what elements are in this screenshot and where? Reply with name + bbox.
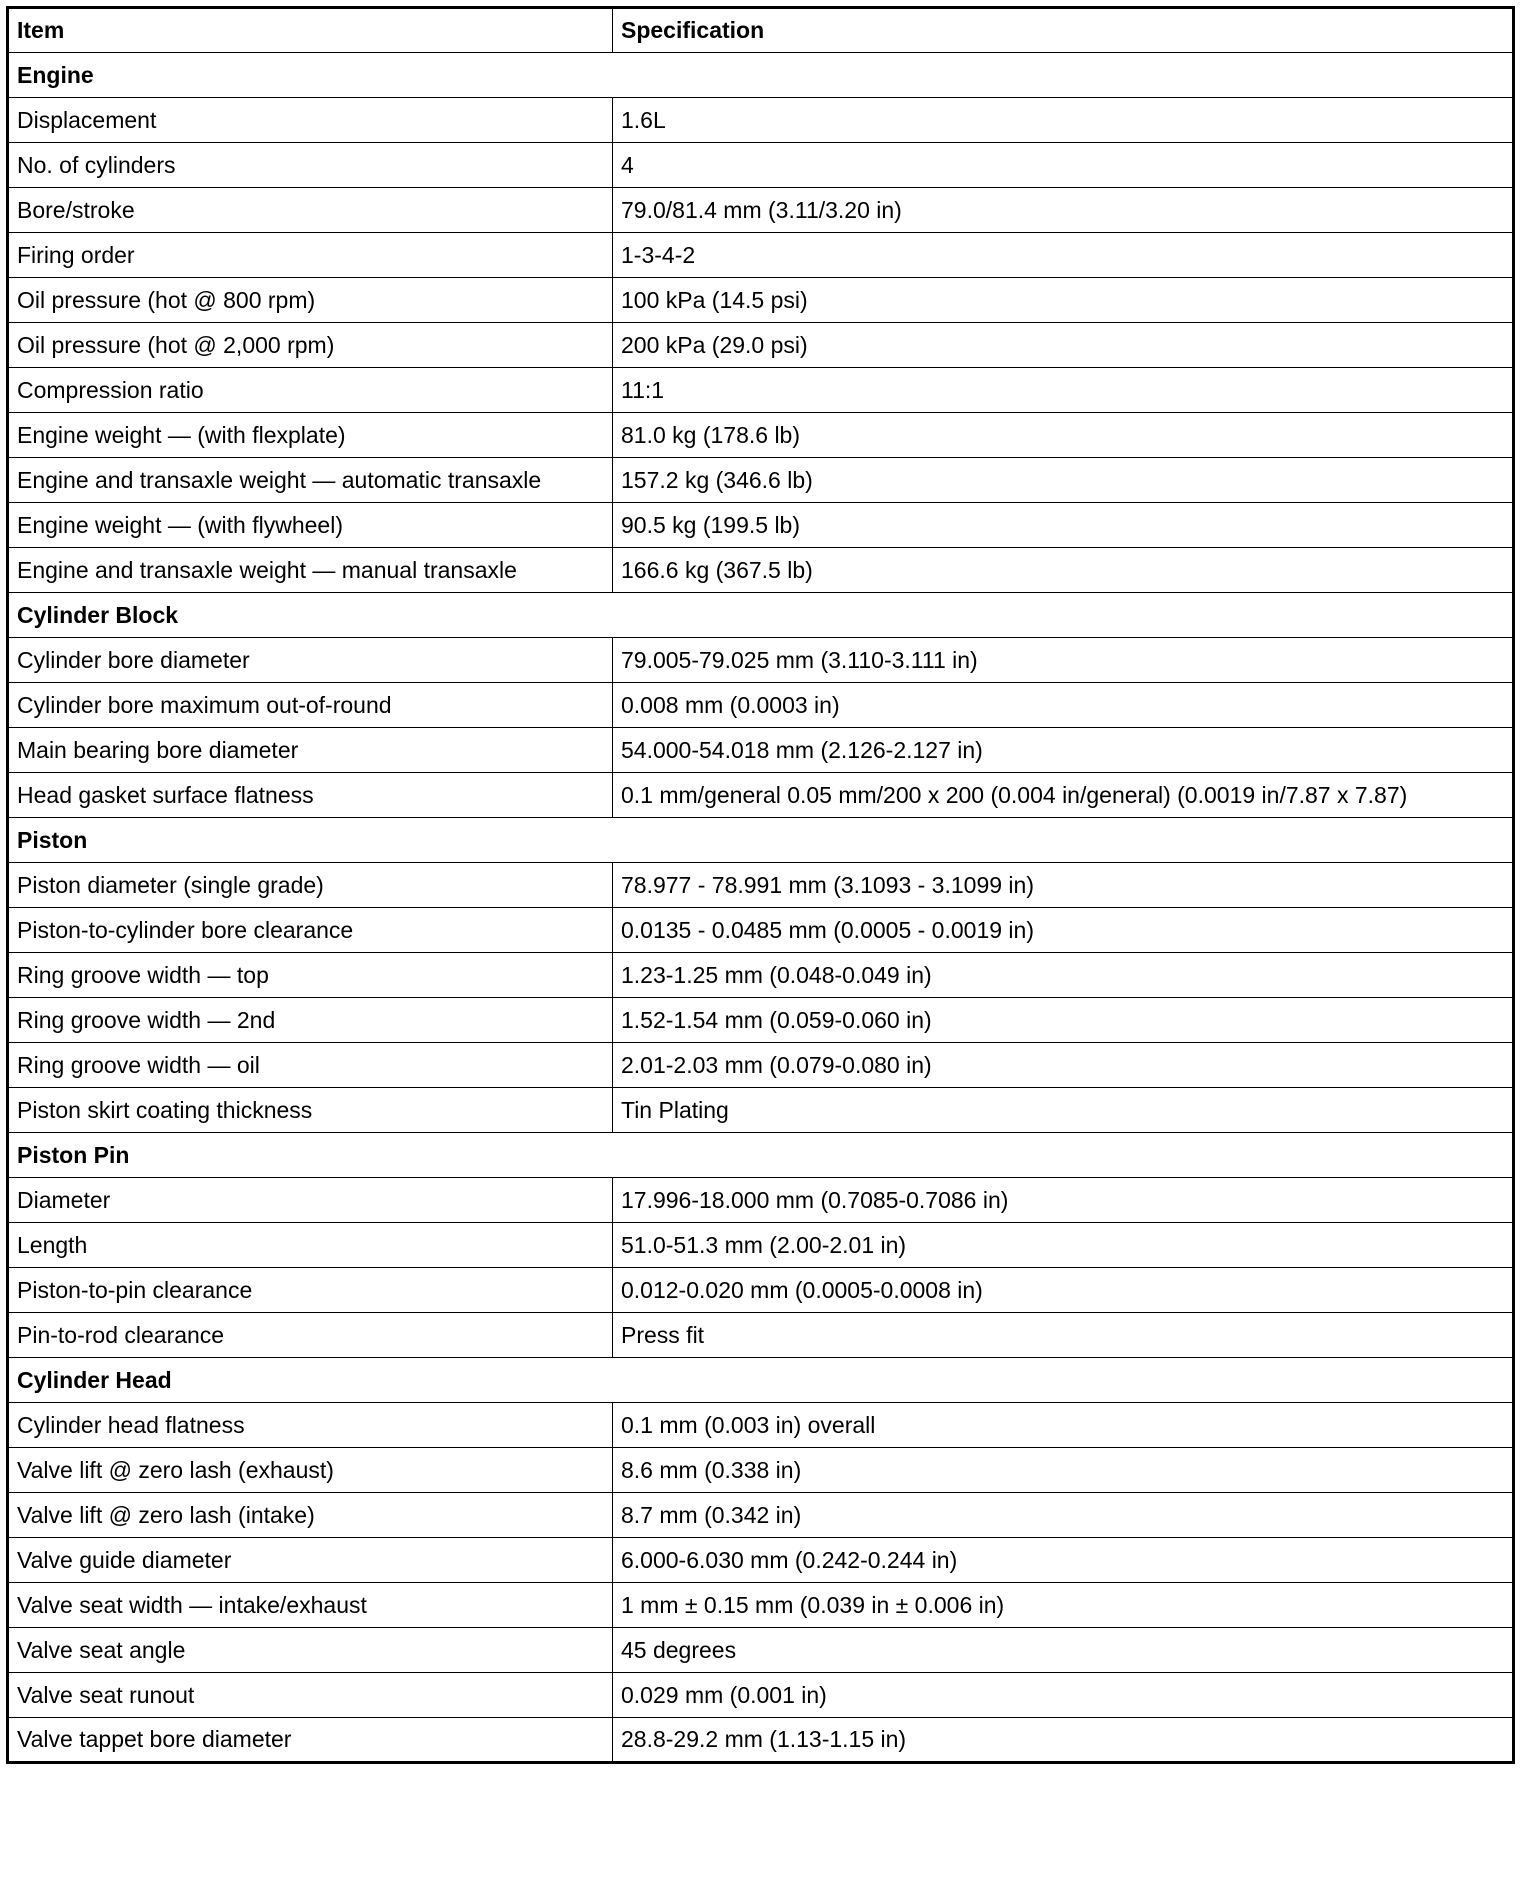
table-row <box>8 1673 1514 1718</box>
table-row <box>8 143 1514 188</box>
specification-cell: 157.2 kg (346.6 lb) <box>613 458 1514 503</box>
item-cell: Main bearing bore diameter <box>8 728 613 773</box>
section-title: Cylinder Block <box>8 593 1514 638</box>
column-header-item: Item <box>8 8 613 53</box>
specification-cell: 100 kPa (14.5 psi) <box>613 278 1514 323</box>
specification-cell: 11:1 <box>613 368 1514 413</box>
item-cell: Pin-to-rod clearance <box>8 1313 613 1358</box>
spec-table <box>6 6 1515 1764</box>
specification-cell: 79.005-79.025 mm (3.110-3.111 in) <box>613 638 1514 683</box>
table-row <box>8 863 1514 908</box>
item-cell: Ring groove width — oil <box>8 1043 613 1088</box>
table-row <box>8 368 1514 413</box>
specification-cell: 0.1 mm (0.003 in) overall <box>613 1403 1514 1448</box>
table-row <box>8 233 1514 278</box>
table-row <box>8 323 1514 368</box>
specification-cell: 8.7 mm (0.342 in) <box>613 1493 1514 1538</box>
item-cell: Engine and transaxle weight — manual transaxle <box>8 548 613 593</box>
table-row <box>8 1223 1514 1268</box>
specification-cell: 51.0-51.3 mm (2.00-2.01 in) <box>613 1223 1514 1268</box>
specification-cell: 1.52-1.54 mm (0.059-0.060 in) <box>613 998 1514 1043</box>
specification-cell: 4 <box>613 143 1514 188</box>
header-row <box>8 8 1514 53</box>
table-row <box>8 548 1514 593</box>
item-cell: Engine weight — (with flexplate) <box>8 413 613 458</box>
specification-cell: 0.008 mm (0.0003 in) <box>613 683 1514 728</box>
item-cell: Piston-to-pin clearance <box>8 1268 613 1313</box>
item-cell: Length <box>8 1223 613 1268</box>
table-row <box>8 908 1514 953</box>
table-row <box>8 1043 1514 1088</box>
specification-cell: 0.029 mm (0.001 in) <box>613 1673 1514 1718</box>
table-row <box>8 1718 1514 1763</box>
table-row <box>8 458 1514 503</box>
table-row <box>8 1178 1514 1223</box>
specification-cell: 1-3-4-2 <box>613 233 1514 278</box>
table-row <box>8 638 1514 683</box>
item-cell: Valve lift @ zero lash (exhaust) <box>8 1448 613 1493</box>
item-cell: Valve seat angle <box>8 1628 613 1673</box>
item-cell: Bore/stroke <box>8 188 613 233</box>
item-cell: Cylinder bore maximum out-of-round <box>8 683 613 728</box>
section-header-row <box>8 53 1514 98</box>
table-header <box>8 8 1514 53</box>
item-cell: Head gasket surface flatness <box>8 773 613 818</box>
table-body <box>8 53 1514 1763</box>
table-row <box>8 1493 1514 1538</box>
item-cell: Compression ratio <box>8 368 613 413</box>
specification-cell: 0.012-0.020 mm (0.0005-0.0008 in) <box>613 1268 1514 1313</box>
section-header-row <box>8 1358 1514 1403</box>
item-cell: Oil pressure (hot @ 2,000 rpm) <box>8 323 613 368</box>
table-row <box>8 1313 1514 1358</box>
item-cell: Valve guide diameter <box>8 1538 613 1583</box>
item-cell: Cylinder head flatness <box>8 1403 613 1448</box>
section-title: Cylinder Head <box>8 1358 1514 1403</box>
item-cell: Diameter <box>8 1178 613 1223</box>
specification-cell: 6.000-6.030 mm (0.242-0.244 in) <box>613 1538 1514 1583</box>
table-row <box>8 773 1514 818</box>
item-cell: Oil pressure (hot @ 800 rpm) <box>8 278 613 323</box>
section-title: Engine <box>8 53 1514 98</box>
item-cell: Ring groove width — 2nd <box>8 998 613 1043</box>
specification-cell: 0.1 mm/general 0.05 mm/200 x 200 (0.004 in/general) (0.0019 in/7.87 x 7.87) <box>613 773 1514 818</box>
section-title: Piston Pin <box>8 1133 1514 1178</box>
table-row <box>8 1538 1514 1583</box>
item-cell: Firing order <box>8 233 613 278</box>
item-cell: Displacement <box>8 98 613 143</box>
item-cell: Engine and transaxle weight — automatic transaxle <box>8 458 613 503</box>
table-row <box>8 1583 1514 1628</box>
table-row <box>8 1403 1514 1448</box>
table-row <box>8 98 1514 143</box>
table-row <box>8 278 1514 323</box>
specification-cell: 45 degrees <box>613 1628 1514 1673</box>
item-cell: Cylinder bore diameter <box>8 638 613 683</box>
item-cell: Engine weight — (with flywheel) <box>8 503 613 548</box>
item-cell: Piston diameter (single grade) <box>8 863 613 908</box>
specification-cell: Tin Plating <box>613 1088 1514 1133</box>
specification-cell: 81.0 kg (178.6 lb) <box>613 413 1514 458</box>
specification-cell: 78.977 - 78.991 mm (3.1093 - 3.1099 in) <box>613 863 1514 908</box>
specification-cell: 200 kPa (29.0 psi) <box>613 323 1514 368</box>
table-row <box>8 1268 1514 1313</box>
specification-cell: 28.8-29.2 mm (1.13-1.15 in) <box>613 1718 1514 1763</box>
table-row <box>8 413 1514 458</box>
specification-cell: 0.0135 - 0.0485 mm (0.0005 - 0.0019 in) <box>613 908 1514 953</box>
specification-cell: 90.5 kg (199.5 lb) <box>613 503 1514 548</box>
item-cell: Valve seat width — intake/exhaust <box>8 1583 613 1628</box>
specification-cell: 1 mm ± 0.15 mm (0.039 in ± 0.006 in) <box>613 1583 1514 1628</box>
specification-cell: 17.996-18.000 mm (0.7085-0.7086 in) <box>613 1178 1514 1223</box>
table-row <box>8 188 1514 233</box>
specification-cell: 54.000-54.018 mm (2.126-2.127 in) <box>613 728 1514 773</box>
item-cell: Piston skirt coating thickness <box>8 1088 613 1133</box>
specification-cell: 8.6 mm (0.338 in) <box>613 1448 1514 1493</box>
table-row <box>8 953 1514 998</box>
specification-cell: 2.01-2.03 mm (0.079-0.080 in) <box>613 1043 1514 1088</box>
specification-cell: 1.6L <box>613 98 1514 143</box>
specification-cell: Press fit <box>613 1313 1514 1358</box>
table-row <box>8 728 1514 773</box>
item-cell: No. of cylinders <box>8 143 613 188</box>
section-title: Piston <box>8 818 1514 863</box>
table-row <box>8 998 1514 1043</box>
column-header-specification: Specification <box>613 8 1514 53</box>
table-row <box>8 1628 1514 1673</box>
table-row <box>8 503 1514 548</box>
item-cell: Piston-to-cylinder bore clearance <box>8 908 613 953</box>
item-cell: Valve lift @ zero lash (intake) <box>8 1493 613 1538</box>
table-row <box>8 683 1514 728</box>
item-cell: Valve seat runout <box>8 1673 613 1718</box>
specification-cell: 166.6 kg (367.5 lb) <box>613 548 1514 593</box>
specification-cell: 79.0/81.4 mm (3.11/3.20 in) <box>613 188 1514 233</box>
table-row <box>8 1088 1514 1133</box>
table-row <box>8 1448 1514 1493</box>
item-cell: Ring groove width — top <box>8 953 613 998</box>
item-cell: Valve tappet bore diameter <box>8 1718 613 1763</box>
section-header-row <box>8 1133 1514 1178</box>
section-header-row <box>8 818 1514 863</box>
specification-cell: 1.23-1.25 mm (0.048-0.049 in) <box>613 953 1514 998</box>
section-header-row <box>8 593 1514 638</box>
